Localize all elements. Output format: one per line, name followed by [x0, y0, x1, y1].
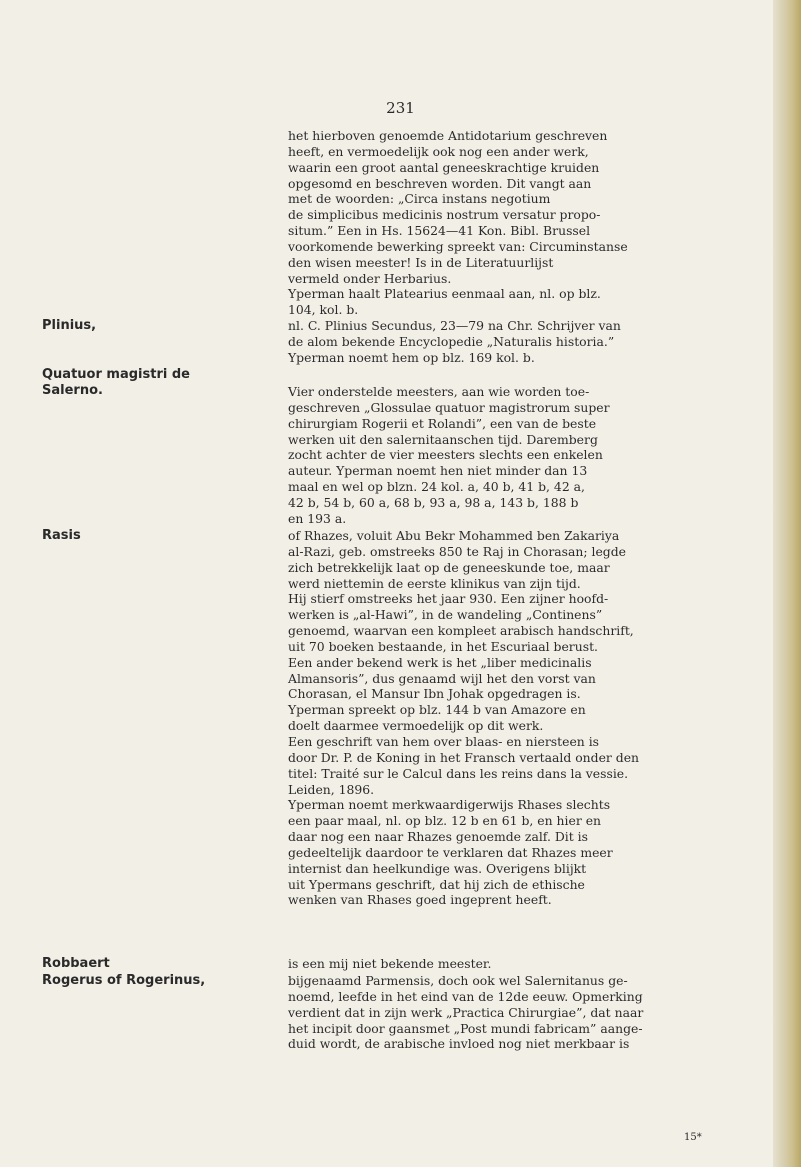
margin-note-rasis: Rasis [42, 528, 81, 543]
page-edge-shadow [773, 0, 801, 1167]
margin-note-quatuor-magistri: Quatuor magistri de Salerno. [42, 367, 190, 398]
margin-note-plinius: Plinius, [42, 318, 97, 333]
margin-note-robbaert: Robbaert [42, 956, 110, 971]
paragraph-plinius: nl. C. Plinius Secundus, 23—79 na Chr. Schrijver van de alom bekende Encyclopedie „Naturalis historia.” Yperman noemt hem op blz. 169 kol. b. [288, 318, 621, 365]
signature-mark: 15* [684, 1132, 702, 1143]
page-number: 231 [386, 99, 415, 117]
paragraph-rasis: of Rhazes, voluit Abu Bekr Mohammed ben Zakariya al-Razi, geb. omstreeks 850 te Raj in Chorasan; legde zich betrekkelijk laat op de geneeskunde toe, maar werd niettemin de eerste klinikus van zijn tijd. Hij stierf omstreeks het jaar 930. Een zijner hoofd- werken is „al-Hawi”, in de wandeling „Continens” genoemd, waarvan een kompleet arabisch handschrift, uit 70 boeken bestaande, in het Escuriaal berust. Een ander bekend werk is het „liber medicinalis Almansoris”, dus genaamd wijl het den vorst van Chorasan, el Mansur Ibn Johak opgedragen is. Yperman spreekt op blz. 144 b van Amazore en doelt daarmee vermoedelijk op dit werk. Een geschrift van hem over blaas- en niersteen is door Dr. P. de Koning in het Fransch vertaald onder den titel: Traité sur le Calcul dans les reins dans la vessie. Leiden, 1896. Yperman noemt merkwaardigerwijs Rhases slechts een paar maal, nl. op blz. 12 b en 61 b, en hier en daar nog een naar Rhazes genoemde zalf. Dit is gedeeltelijk daardoor te verklaren dat Rhazes meer internist dan heelkundige was. Overigens blijkt uit Ypermans geschrift, dat hij zich de ethische wenken van Rhases goed ingeprent heeft. [288, 528, 640, 908]
margin-note-rogerus: Rogerus of Rogerinus, [42, 973, 206, 988]
paragraph-robbaert: is een mij niet bekende meester. [288, 956, 492, 971]
paragraph-quatuor-magistri: Vier ondersteld​e meesters, aan wie worden toe- geschreven „Glossulae quatuor magistrorum super chirurgiam Rogerii et Rolandi”, een van de beste werken uit den salernitaanschen tijd. Daremberg zocht achter de vier meesters slechts een enkelen auteur. Yperman noemt hen niet minder dan 13 maal en wel op blzn. 24 kol. a, 40 b, 41 b, 42 a, 42 b, 54 b, 60 a, 68 b, 93 a, 98 a, 143 b, 188 b en 193 a. [288, 384, 610, 526]
paragraph-platearius: het hierboven genoemde Antidotarium geschreven heeft, en vermoedelijk ook nog een ander werk, waarin een groot aantal geneeskrachtige kruiden opgesomd en beschreven worden. Dit vangt aan met de woorden: „Circa instans negotium de simplicibus medicinis nostrum versatur propo- situm.” Een in Hs. 15624—41 Kon. Bibl. Brussel voorkomende bewerking spreekt van: Circuminstanse den wisen meester! Is in de Literatuurlijst vermeld onder Herbarius. Yperman haalt Platearius eenmaal aan, nl. op blz. 104, kol. b. [288, 128, 628, 318]
paragraph-rogerus: bijgenaamd Parmensis, doch ook wel Salernitanus ge- noemd, leefde in het eind van de 12de eeuw. Opmerking verdient dat in zijn werk „Practica Chirurgiae”, dat naar het incipit door gaansmet „Post mundi fabricam” aange- duid wordt, de arabische invloed nog niet merkbaar is [288, 973, 644, 1052]
